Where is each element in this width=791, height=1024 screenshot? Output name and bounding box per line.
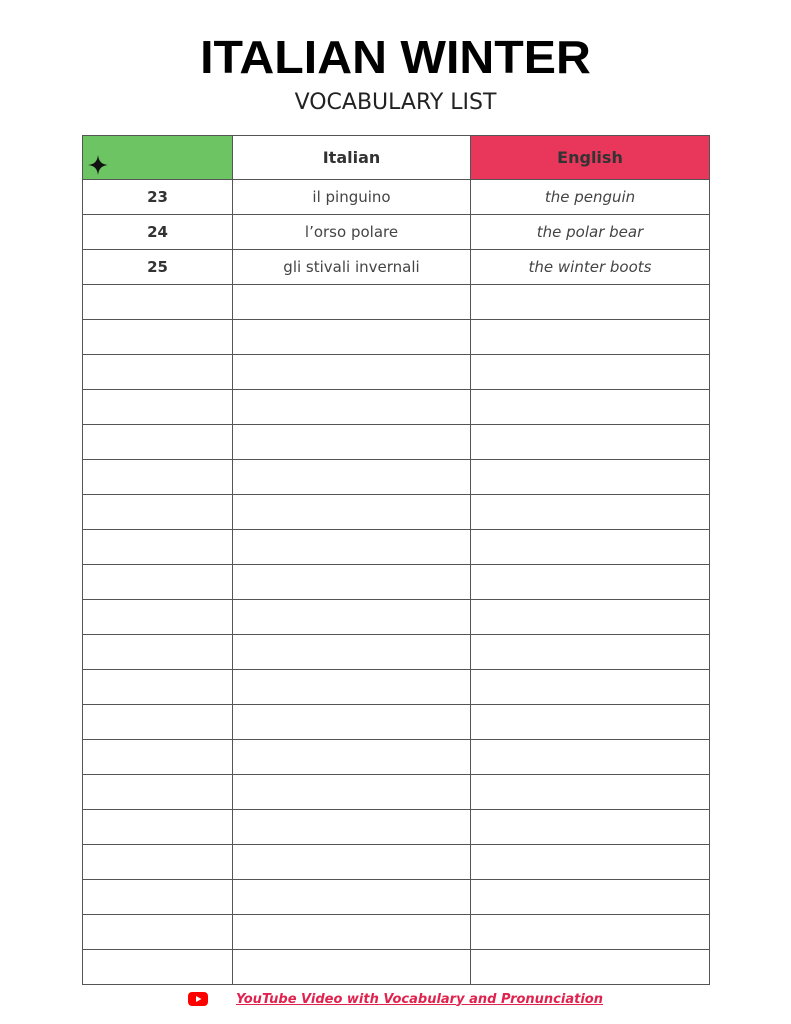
table-row	[83, 810, 710, 845]
cell-number	[83, 845, 233, 880]
table-row	[83, 320, 710, 355]
table-row	[83, 775, 710, 810]
cell-english	[471, 950, 710, 985]
cell-number: 25	[83, 250, 233, 285]
cell-italian: gli stivali invernali	[233, 250, 471, 285]
page-subtitle: VOCABULARY LIST	[294, 90, 497, 115]
footer	[0, 988, 791, 1010]
cell-italian	[233, 320, 471, 355]
cell-english	[471, 495, 710, 530]
youtube-icon[interactable]	[188, 992, 208, 1006]
cell-english	[471, 565, 710, 600]
page-title: ITALIAN WINTER	[200, 31, 591, 83]
cell-italian	[233, 530, 471, 565]
cell-italian	[233, 635, 471, 670]
cell-number	[83, 880, 233, 915]
cell-english	[471, 355, 710, 390]
header-number-column	[83, 136, 233, 180]
cell-number	[83, 600, 233, 635]
cell-english	[471, 740, 710, 775]
cell-number	[83, 425, 233, 460]
table-row	[83, 705, 710, 740]
cell-italian	[233, 390, 471, 425]
cell-number	[83, 810, 233, 845]
cell-number	[83, 390, 233, 425]
table-row	[83, 600, 710, 635]
cell-number	[83, 635, 233, 670]
youtube-video-link[interactable]: YouTube Video with Vocabulary and Pronunciation	[236, 991, 603, 1007]
cell-number	[83, 495, 233, 530]
cell-number: 24	[83, 215, 233, 250]
cell-english	[471, 635, 710, 670]
cell-italian	[233, 600, 471, 635]
cell-italian	[233, 810, 471, 845]
table-row	[83, 565, 710, 600]
cell-italian	[233, 355, 471, 390]
table-row	[83, 355, 710, 390]
cell-number	[83, 775, 233, 810]
cell-english	[471, 285, 710, 320]
vocabulary-table	[82, 135, 710, 985]
cell-english	[471, 530, 710, 565]
cell-english	[471, 670, 710, 705]
cell-english	[471, 775, 710, 810]
cell-number	[83, 915, 233, 950]
cell-number	[83, 740, 233, 775]
cell-italian	[233, 565, 471, 600]
table-row	[83, 670, 710, 705]
cell-number	[83, 670, 233, 705]
cell-italian: il pinguino	[233, 180, 471, 215]
cell-english	[471, 880, 710, 915]
cell-number	[83, 355, 233, 390]
cell-number	[83, 285, 233, 320]
cell-english	[471, 390, 710, 425]
cell-italian	[233, 705, 471, 740]
cell-italian	[233, 425, 471, 460]
table-row	[83, 950, 710, 985]
cell-english	[471, 845, 710, 880]
table-row	[83, 390, 710, 425]
cell-number: 23	[83, 180, 233, 215]
cell-english: the winter boots	[471, 250, 710, 285]
cell-number	[83, 950, 233, 985]
cell-english	[471, 810, 710, 845]
table-header-row	[83, 136, 710, 180]
cell-english	[471, 600, 710, 635]
table-row	[83, 425, 710, 460]
cell-italian	[233, 495, 471, 530]
table-row	[83, 845, 710, 880]
cell-italian	[233, 775, 471, 810]
table-row	[83, 530, 710, 565]
cell-italian	[233, 915, 471, 950]
table-row	[83, 180, 710, 215]
cell-italian	[233, 845, 471, 880]
cell-italian: l’orso polare	[233, 215, 471, 250]
cell-italian	[233, 285, 471, 320]
cell-number	[83, 530, 233, 565]
cell-italian	[233, 880, 471, 915]
cell-english: the penguin	[471, 180, 710, 215]
cell-english: the polar bear	[471, 215, 710, 250]
cell-italian	[233, 740, 471, 775]
table-row	[83, 635, 710, 670]
header-english: English	[471, 136, 710, 180]
table-row	[83, 740, 710, 775]
header-italian: Italian	[233, 136, 471, 180]
table-row	[83, 915, 710, 950]
table-row	[83, 215, 710, 250]
cell-italian	[233, 670, 471, 705]
cell-english	[471, 915, 710, 950]
table-row	[83, 250, 710, 285]
table-row	[83, 285, 710, 320]
cell-number	[83, 705, 233, 740]
cell-english	[471, 320, 710, 355]
table-row	[83, 495, 710, 530]
cell-italian	[233, 950, 471, 985]
cell-english	[471, 705, 710, 740]
cell-english	[471, 425, 710, 460]
table-row	[83, 460, 710, 495]
cell-english	[471, 460, 710, 495]
sparkle-icon	[88, 155, 108, 175]
cell-number	[83, 320, 233, 355]
cell-number	[83, 460, 233, 495]
cell-italian	[233, 460, 471, 495]
table-row	[83, 880, 710, 915]
cell-number	[83, 565, 233, 600]
